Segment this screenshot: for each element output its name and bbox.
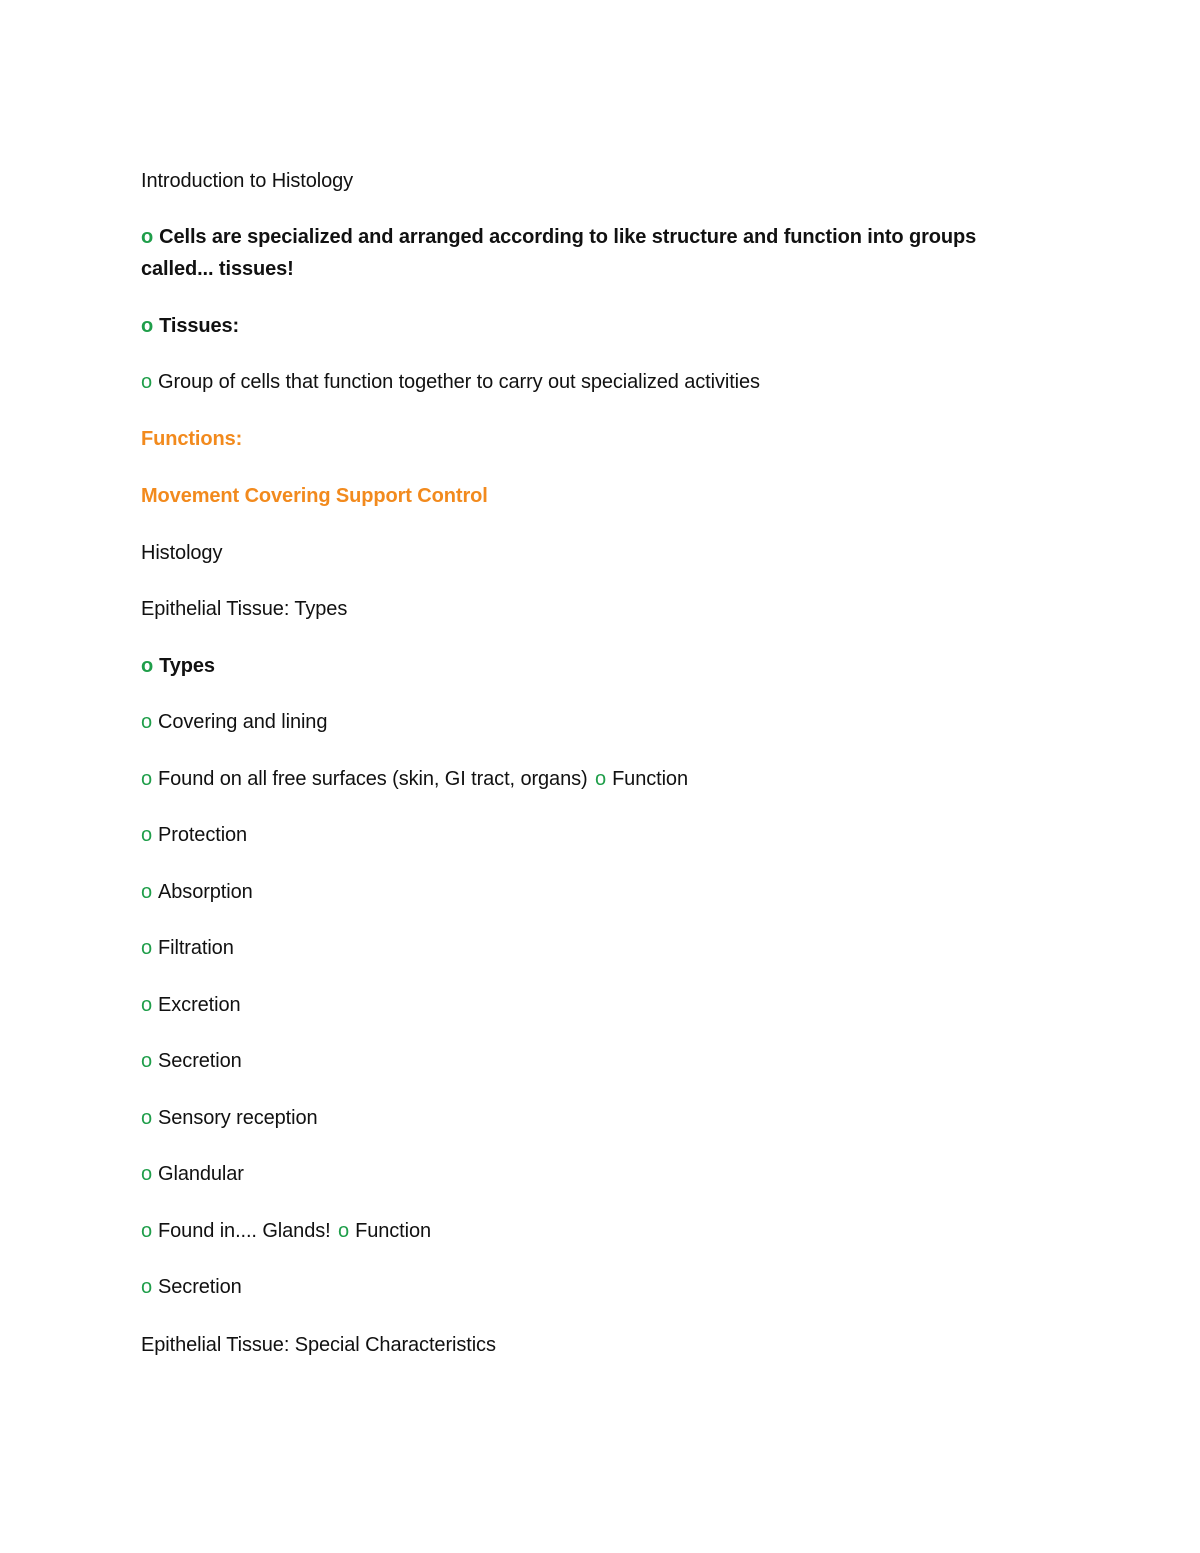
heading-line: Histology	[141, 542, 223, 564]
bullet-line: o Tissues:	[141, 315, 240, 337]
bullet-line: o Secretion	[141, 1050, 242, 1072]
section-heading: Functions:	[141, 428, 243, 450]
heading-line: Epithelial Tissue: Types	[141, 598, 348, 620]
bullet-marker: o	[141, 1163, 153, 1185]
bullet-line: o Filtration	[141, 937, 234, 959]
bullet-marker: o	[141, 655, 154, 677]
bullet-marker: o	[141, 881, 153, 903]
bullet-line: o Absorption	[141, 881, 253, 903]
bullet-line: o Types	[141, 655, 215, 677]
bullet-line: o Found on all free surfaces (skin, GI tract, organs) o Function	[141, 768, 688, 790]
bullet-marker: o	[595, 768, 607, 790]
bullet-line: o Sensory reception	[141, 1107, 318, 1129]
bullet-line: o Excretion	[141, 994, 241, 1016]
bullet-line: o Found in.... Glands! o Function	[141, 1220, 431, 1242]
bullet-marker: o	[141, 1107, 153, 1129]
bullet-marker: o	[141, 1220, 153, 1242]
heading-line: Epithelial Tissue: Special Characteristics	[141, 1334, 496, 1356]
bullet-line: o Protection	[141, 824, 248, 846]
bullet-marker: o	[141, 1276, 153, 1298]
bullet-marker: o	[141, 994, 153, 1016]
bullet-line: o Glandular	[141, 1163, 244, 1185]
bullet-marker: o	[141, 768, 153, 790]
bullet-marker: o	[338, 1220, 350, 1242]
bullet-marker: o	[141, 824, 153, 846]
bullet-marker: o	[141, 371, 153, 393]
bullet-marker: o	[141, 711, 153, 733]
bullet-line: o Covering and lining	[141, 711, 328, 733]
bullet-marker: o	[141, 937, 153, 959]
bullet-marker: o	[141, 1050, 153, 1072]
bullet-line: o Cells are specialized and arranged according to like structure and function into groups called... tissues!	[141, 226, 977, 280]
bullet-line: o Group of cells that function together to carry out specialized activities	[141, 371, 760, 393]
section-heading: Movement Covering Support Control	[141, 485, 488, 507]
bullet-line: o Secretion	[141, 1276, 242, 1298]
document-title: Introduction to Histology	[141, 170, 354, 192]
bullet-marker: o	[141, 226, 154, 248]
bullet-marker: o	[141, 315, 154, 337]
